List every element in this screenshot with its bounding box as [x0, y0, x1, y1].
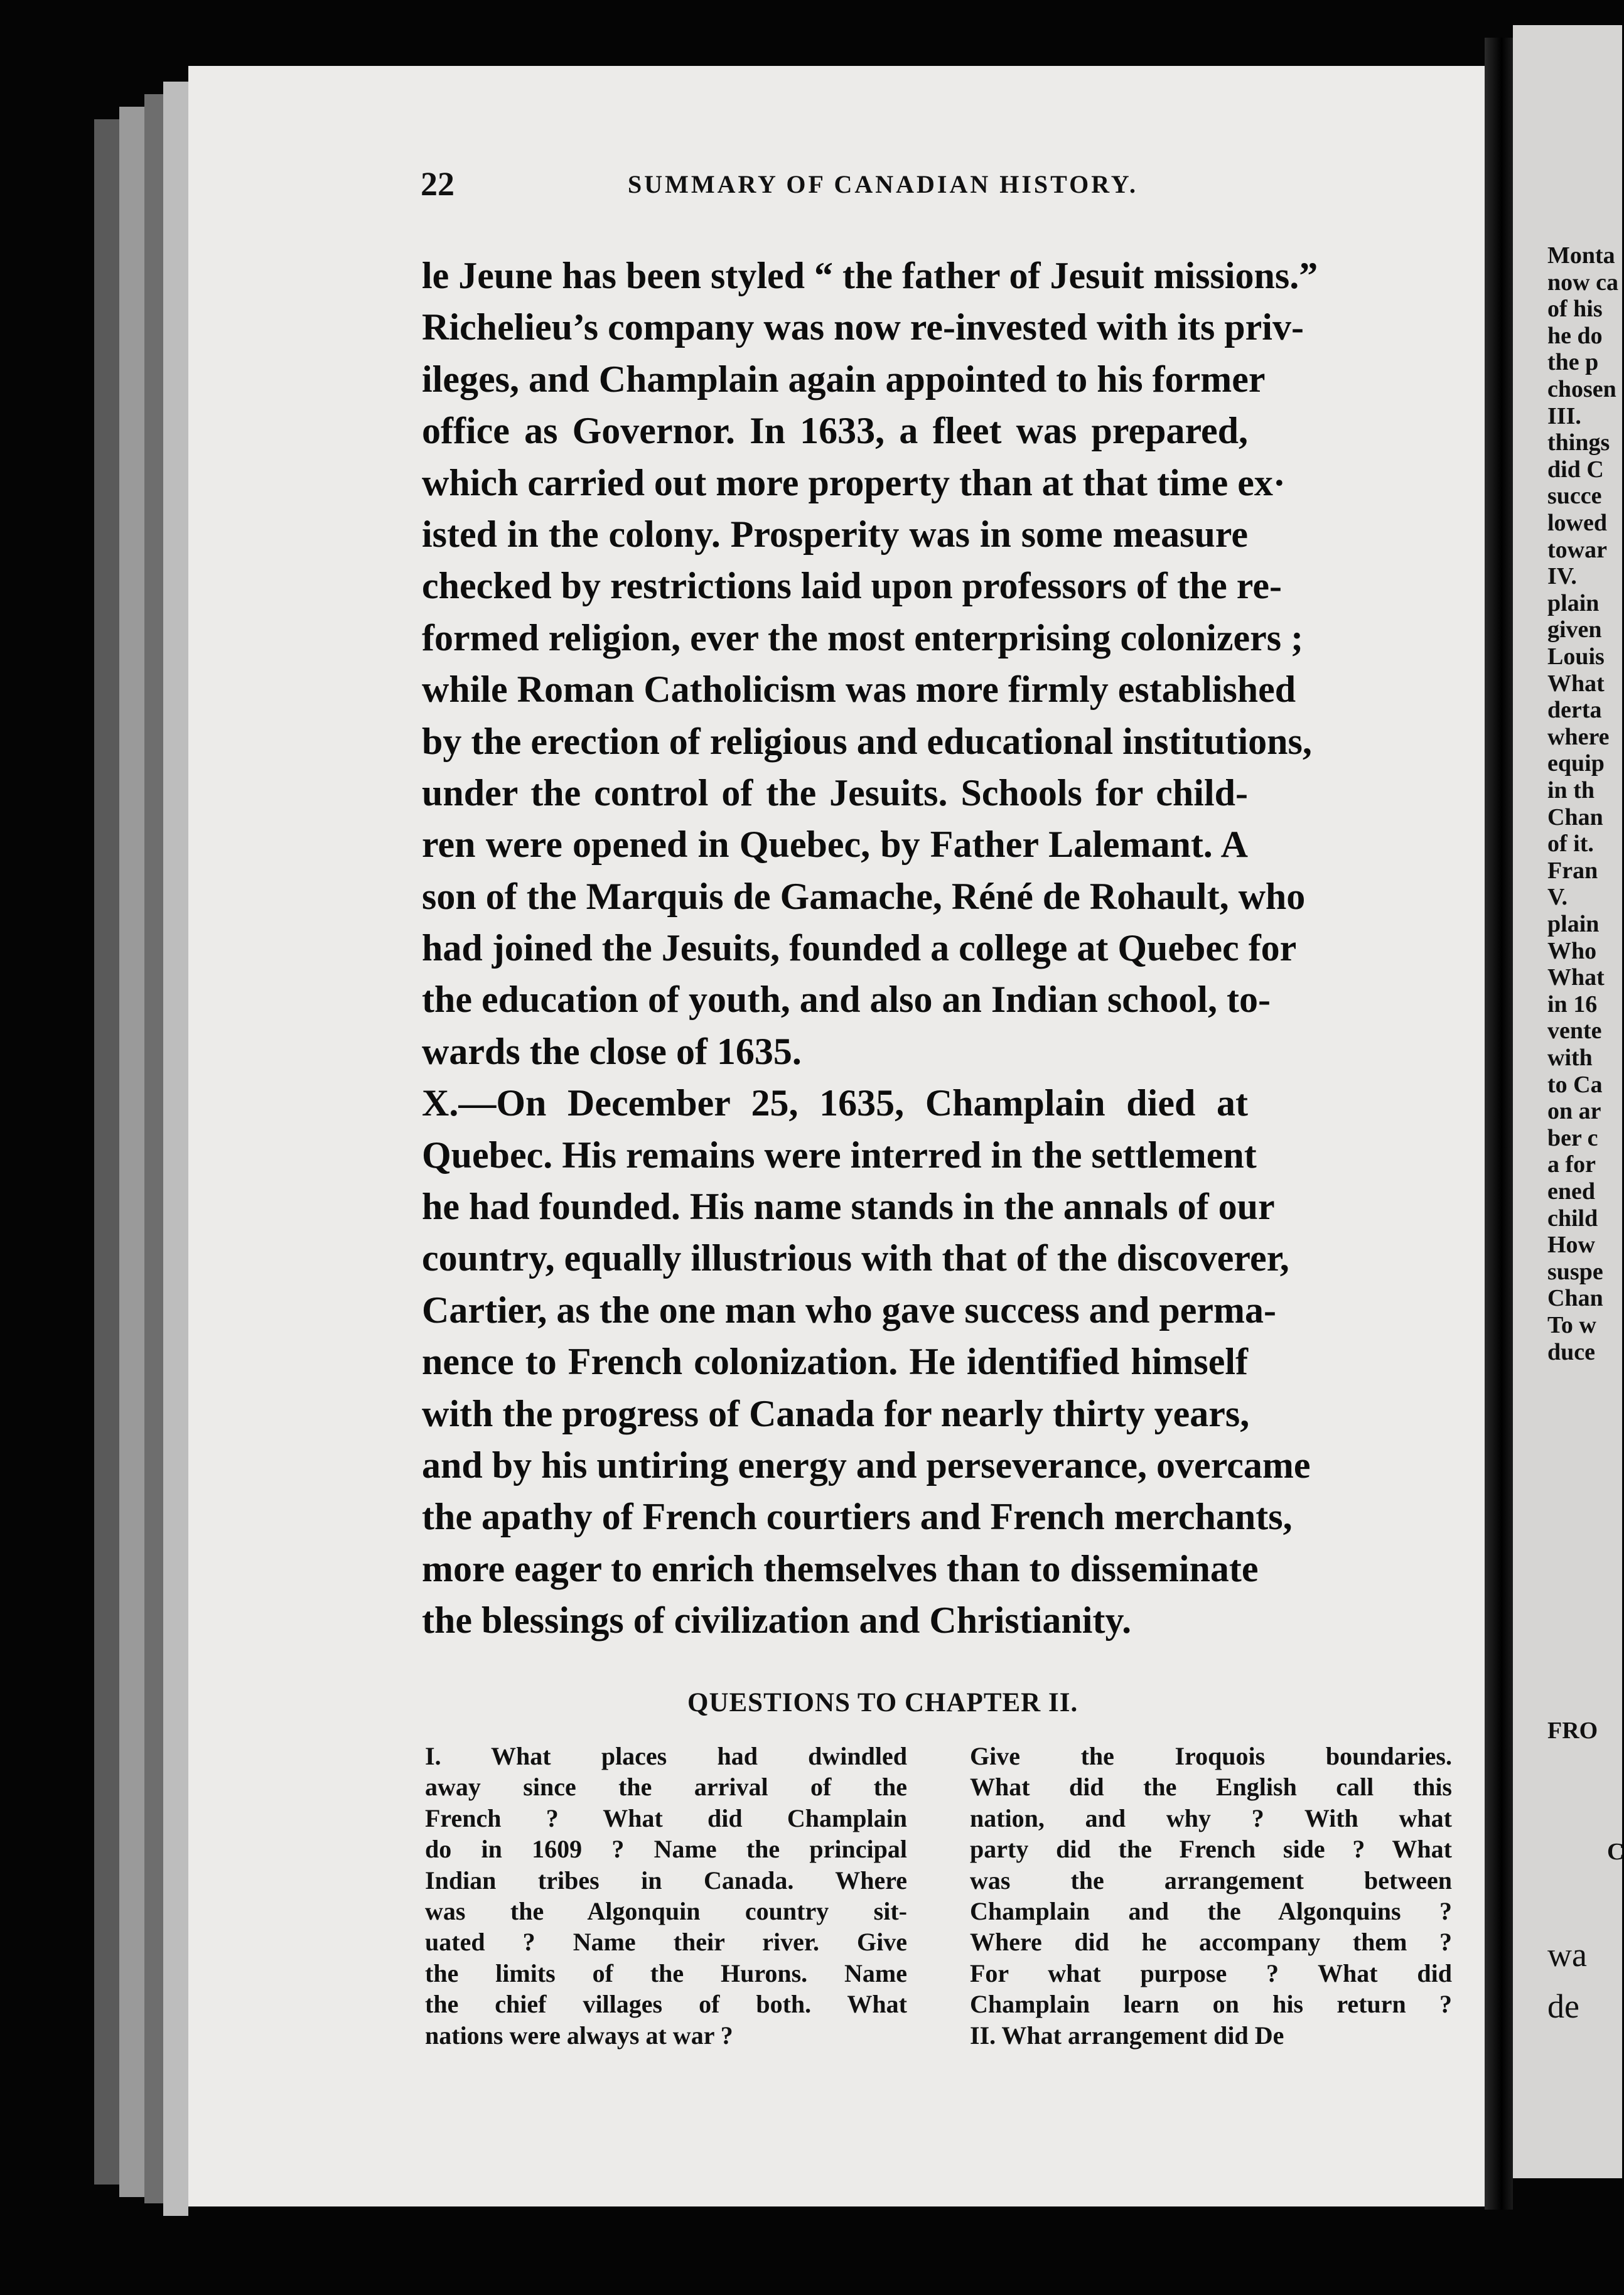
question-line: Champlain learn on his return ?: [970, 1990, 1452, 2019]
facing-page-fragment: vente: [1547, 1018, 1602, 1045]
facing-page-fragment: derta: [1547, 697, 1602, 724]
book-edge: [119, 107, 144, 2197]
text-line: nence to French colonization. He identified himself: [422, 1341, 1248, 1383]
facing-page-fragment: towar: [1547, 536, 1607, 563]
facing-page: [1513, 25, 1622, 2178]
facing-page-fragment: lowed: [1547, 510, 1607, 536]
question-line: French ? What did Champlain: [425, 1803, 907, 1832]
question-line: party did the French side ? What: [970, 1835, 1452, 1864]
questions-heading: QUESTIONS TO CHAPTER II.: [687, 1688, 1078, 1717]
questions-left-column: [425, 1741, 907, 2051]
text-line: checked by restrictions laid upon professors of the re-: [422, 565, 1282, 607]
facing-page-fragment: wa: [1547, 1936, 1587, 1974]
questions-right-column: [970, 1741, 1452, 2051]
question-line: away since the arrival of the: [425, 1773, 907, 1802]
facing-page-fragment: ened: [1547, 1178, 1595, 1205]
facing-page-fragment: suspe: [1547, 1258, 1603, 1285]
text-line: more eager to enrich themselves than to disseminate: [422, 1547, 1259, 1589]
facing-page-fragment: in th: [1547, 777, 1594, 804]
text-line: son of the Marquis de Gamache, Réné de Rohault, who: [422, 875, 1306, 917]
text-line: isted in the colony. Prosperity was in some measure: [422, 513, 1248, 555]
facing-page-fragment: chosen: [1547, 376, 1616, 402]
facing-page-fragment: What: [1547, 964, 1605, 991]
facing-page-fragment: duce: [1547, 1338, 1595, 1365]
facing-page-fragment: To w: [1547, 1312, 1596, 1338]
facing-page-fragment: Chan: [1547, 804, 1603, 830]
facing-page-fragment: a for: [1547, 1151, 1596, 1178]
facing-page-fragment: FRO: [1547, 1717, 1598, 1744]
text-line: Quebec. His remains were interred in the settlement: [422, 1134, 1257, 1176]
text-line: and by his untiring energy and perseverance, overcame: [422, 1444, 1311, 1486]
text-line: country, equally illustrious with that of the discoverer,: [422, 1237, 1289, 1279]
text-line: ren were opened in Quebec, by Father Lalemant. A: [422, 824, 1248, 866]
running-title: SUMMARY OF CANADIAN HISTORY.: [628, 170, 1138, 198]
facing-page-fragment: with: [1547, 1045, 1593, 1071]
facing-page-fragment: equip: [1547, 750, 1605, 777]
question-line: Indian tribes in Canada. Where: [425, 1866, 907, 1895]
facing-page-fragment: given: [1547, 616, 1602, 643]
question-line: For what purpose ? What did: [970, 1959, 1452, 1987]
question-line: Give the Iroquois boundaries.: [970, 1742, 1452, 1770]
facing-page-fragment: How: [1547, 1232, 1595, 1259]
question-line: Champlain and the Algonquins ?: [970, 1896, 1452, 1925]
text-line: while Roman Catholicism was more firmly established: [422, 669, 1296, 711]
text-line: office as Governor. In 1633, a fleet was prepared,: [422, 410, 1248, 452]
facing-page-fragment: V.: [1547, 884, 1568, 911]
facing-page-fragment: de: [1547, 1987, 1579, 2025]
facing-page-fragment: C: [1607, 1839, 1624, 1865]
facing-page-fragment: now ca: [1547, 269, 1618, 296]
book-gutter: [1485, 38, 1513, 2210]
facing-page-fragment: III.: [1547, 402, 1581, 429]
text-line: under the control of the Jesuits. Schools for child-: [422, 771, 1248, 814]
text-line: he had founded. His name stands in the annals of our: [422, 1186, 1275, 1228]
facing-page-fragment: What: [1547, 670, 1605, 697]
page-header: [421, 164, 1247, 208]
text-line: had joined the Jesuits, founded a college at Quebec for: [422, 927, 1297, 969]
text-line: with the progress of Canada for nearly thirty years,: [422, 1392, 1250, 1434]
text-line: Cartier, as the one man who gave success and perma-: [422, 1289, 1277, 1331]
book-edge: [94, 119, 119, 2185]
facing-page-fragment: on ar: [1547, 1098, 1601, 1125]
facing-page-fragment: of it.: [1547, 830, 1594, 857]
text-line: ileges, and Champlain again appointed to his former: [422, 358, 1266, 400]
question-line: was the arrangement between: [970, 1866, 1452, 1895]
facing-page-fragment: Fran: [1547, 857, 1598, 884]
question-line: the limits of the Hurons. Name: [425, 1959, 907, 1987]
question-line: What did the English call this: [970, 1773, 1452, 1802]
text-line: formed religion, ever the most enterprising colonizers ;: [422, 616, 1304, 658]
page-number: 22: [421, 165, 454, 203]
facing-page-fragment: IV.: [1547, 563, 1577, 590]
facing-page-fragment: of his: [1547, 296, 1603, 323]
body-text: [422, 250, 1318, 1647]
facing-page-fragment: he do: [1547, 322, 1603, 349]
question-line: I. What places had dwindled: [425, 1742, 907, 1770]
facing-page-fragment: in 16: [1547, 991, 1598, 1018]
book-edge: [144, 94, 163, 2203]
facing-page-fragment: plain: [1547, 589, 1600, 616]
text-line: X.—On December 25, 1635, Champlain died at: [422, 1082, 1248, 1124]
facing-page-fragment: plain: [1547, 911, 1600, 937]
book-edge: [163, 82, 188, 2216]
question-line: was the Algonquin country sit-: [425, 1896, 907, 1925]
question-line: II. What arrangement did De: [970, 2021, 1284, 2050]
text-line: Richelieu’s company was now re-invested with its priv-: [422, 306, 1304, 348]
question-line: do in 1609 ? Name the principal: [425, 1835, 907, 1864]
facing-page-fragment: did C: [1547, 456, 1604, 483]
text-line: wards the close of 1635.: [422, 1030, 802, 1072]
question-line: uated ? Name their river. Give: [425, 1928, 907, 1957]
text-line: the education of youth, and also an Indian school, to-: [422, 979, 1271, 1021]
text-line: the blessings of civilization and Christianity.: [422, 1599, 1132, 1642]
facing-page-fragment: Who: [1547, 937, 1597, 964]
question-line: Where did he accompany them ?: [970, 1928, 1452, 1957]
text-line: the apathy of French courtiers and French merchants,: [422, 1496, 1293, 1538]
facing-page-fragment: things: [1547, 429, 1610, 456]
text-line: by the erection of religious and educational institutions,: [422, 720, 1312, 762]
facing-page-fragment: Louis: [1547, 643, 1605, 670]
question-line: nations were always at war ?: [425, 2021, 733, 2050]
facing-page-fragment: to Ca: [1547, 1071, 1603, 1098]
question-line: the chief villages of both. What: [425, 1990, 907, 2019]
facing-page-fragment: Chan: [1547, 1285, 1603, 1312]
text-line: which carried out more property than at that time ex·: [422, 461, 1286, 503]
facing-page-fragment: Monta: [1547, 242, 1615, 269]
question-line: nation, and why ? With what: [970, 1803, 1452, 1832]
facing-page-fragment: the p: [1547, 349, 1599, 376]
facing-page-fragment: where: [1547, 723, 1610, 750]
facing-page-fragment: child: [1547, 1205, 1598, 1232]
facing-page-fragment: succe: [1547, 483, 1602, 510]
text-line: le Jeune has been styled “ the father of Jesuit missions.”: [422, 255, 1318, 296]
facing-page-fragment: ber c: [1547, 1124, 1598, 1151]
